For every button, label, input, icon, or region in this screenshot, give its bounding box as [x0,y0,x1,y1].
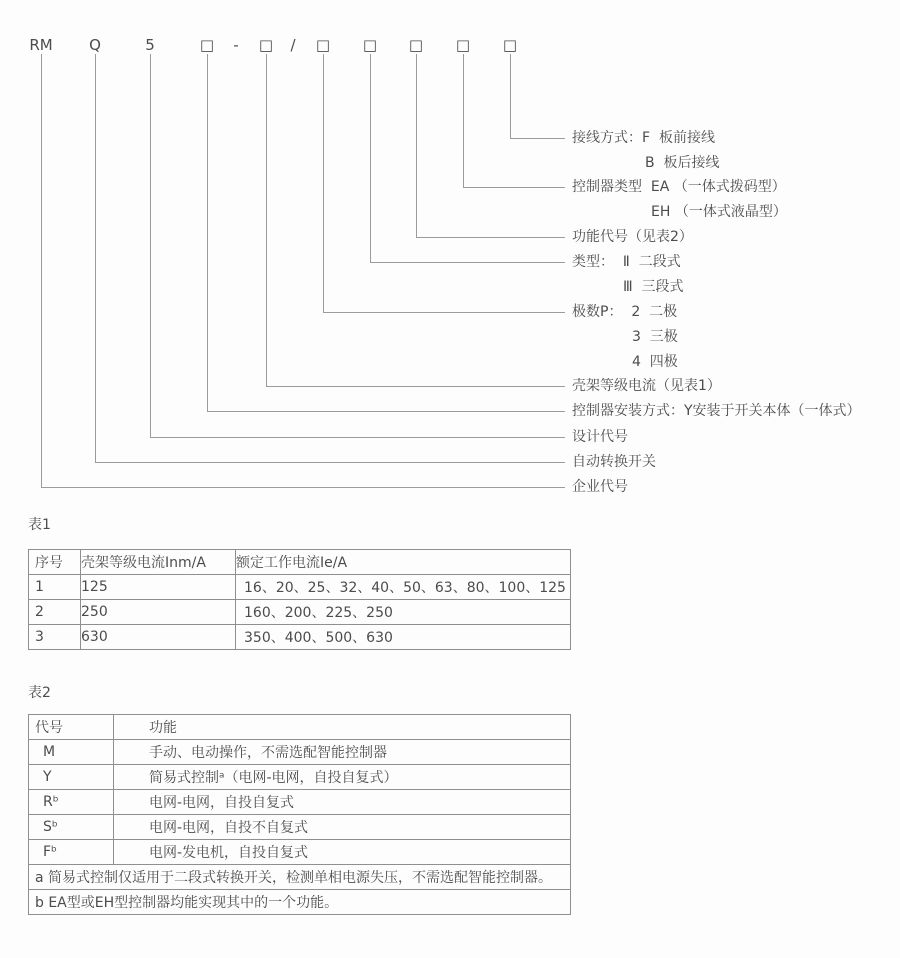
leader-hline-switch [95,462,565,463]
table1-header-row [29,550,571,575]
code-part-slash: / [290,36,296,54]
table2-caption: 表2 [28,685,51,701]
table-cell: 2 [29,600,81,625]
leader-vline-company [41,54,42,487]
table-cell: Y [29,765,114,790]
table1 [28,549,571,650]
table-cell: 250 [81,600,236,625]
label-poles-3: 3 三极 [632,329,678,345]
table-row [29,790,571,815]
leader-vline-frame [266,54,267,386]
leader-hline-poles [323,312,565,313]
label-poles-4: 4 四极 [632,354,678,370]
table-row [29,815,571,840]
code-part-switch-type: Q [89,36,101,54]
code-box-mounting: □ [199,36,215,54]
label-poles-2: 极数P： 2 二极 [572,304,678,320]
leader-hline-function [416,237,565,238]
label-mounting: 控制器安装方式：Y安装于开关本体（一体式） [572,403,861,419]
code-box-wiring: □ [502,36,518,54]
label-wiring-front: 接线方式：F 板前接线 [572,130,715,146]
label-type-3seg: Ⅲ 三段式 [623,279,684,295]
table-cell: 3 [29,625,81,650]
code-box-controller: □ [455,36,471,54]
table-row [29,600,571,625]
table-cell: 350、400、500、630 [236,625,571,650]
table1-header-rated-current: 额定工作电流Ie/A [236,550,571,575]
code-box-type: □ [362,36,378,54]
table-row [29,765,571,790]
leader-vline-mounting [207,54,208,411]
table2-header-code: 代号 [29,715,114,740]
leader-vline-controller [463,54,464,187]
table-cell: 手动、电动操作，不需选配智能控制器 [114,740,571,765]
code-part-dash: - [233,36,239,54]
leader-hline-design [150,437,565,438]
table-cell: 简易式控制ᵃ（电网-电网，自投自复式） [114,765,571,790]
table-cell: 16、20、25、32、40、50、63、80、100、125 [236,575,571,600]
leader-hline-mounting [207,411,565,412]
table2-note-b: b EA型或EH型控制器均能实现其中的一个功能。 [29,890,571,915]
table-cell: 电网-电网，自投不自复式 [114,815,571,840]
leader-hline-type [370,262,565,263]
table2-header-function: 功能 [114,715,571,740]
code-box-function: □ [408,36,424,54]
label-type-2seg: 类型： Ⅱ 二段式 [572,254,681,270]
leader-hline-company [41,487,565,488]
table-row [29,625,571,650]
label-frame-current: 壳架等级电流（见表1） [572,378,721,394]
label-controller-ea: 控制器类型 EA （一体式拨码型） [572,179,786,195]
table-cell: 125 [81,575,236,600]
table2-header-row [29,715,571,740]
table1-caption: 表1 [28,517,51,533]
table-row [29,740,571,765]
code-part-company: RM [29,36,53,54]
label-company-code: 企业代号 [572,479,628,495]
leader-vline-function [416,54,417,237]
table2-note-row [29,890,571,915]
table-cell: Fᵇ [29,840,114,865]
table-cell: 630 [81,625,236,650]
table-cell: Rᵇ [29,790,114,815]
table-cell: 电网-电网，自投自复式 [114,790,571,815]
code-box-frame-current: □ [258,36,274,54]
label-wiring-rear: B 板后接线 [645,155,720,171]
label-switch-type: 自动转换开关 [572,454,656,470]
leader-hline-controller [463,187,565,188]
table1-header-frame-current: 壳架等级电流Inm/A [81,550,236,575]
leader-hline-frame [266,386,565,387]
leader-vline-wiring [510,54,511,138]
table2 [28,714,571,915]
leader-vline-switch [95,54,96,462]
leader-vline-type [370,54,371,262]
label-function-code: 功能代号（见表2） [572,229,693,245]
table2-note-a: a 简易式控制仅适用于二段式转换开关，检测单相电源失压，不需选配智能控制器。 [29,865,571,890]
table-cell: 1 [29,575,81,600]
table-cell: 160、200、225、250 [236,600,571,625]
code-box-poles: □ [315,36,331,54]
table-cell: M [29,740,114,765]
table-row [29,575,571,600]
label-design-code: 设计代号 [572,429,628,445]
label-controller-eh: EH （一体式液晶型） [651,204,787,220]
table1-header-seq: 序号 [29,550,81,575]
table-cell: Sᵇ [29,815,114,840]
code-part-design-code: 5 [145,36,155,54]
leader-vline-poles [323,54,324,312]
table2-note-row [29,865,571,890]
table-row [29,840,571,865]
table-cell: 电网-发电机，自投自复式 [114,840,571,865]
leader-hline-wiring [510,138,565,139]
leader-vline-design [150,54,151,437]
